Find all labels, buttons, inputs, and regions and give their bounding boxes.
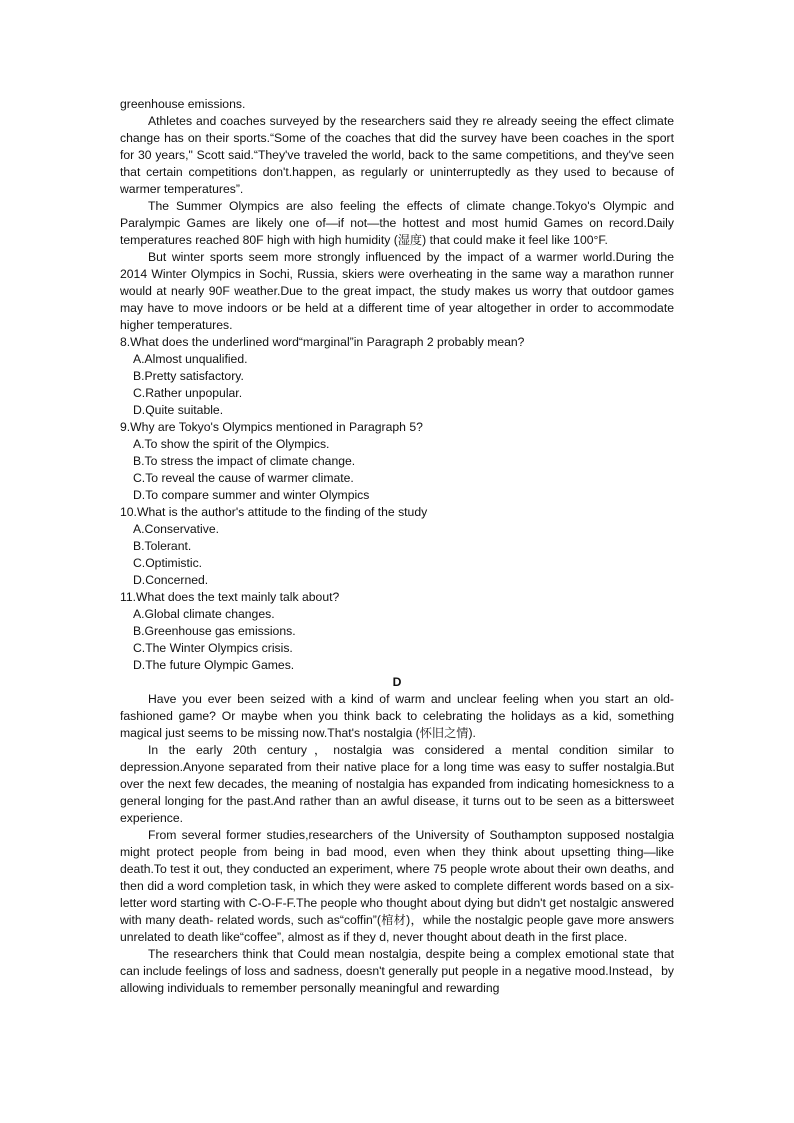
- passage-d-paragraph: The researchers think that Could mean nostalgia, despite being a complex emotional state that can include feelings of loss and sadness, doesn't generally put people in a negative mood.Instead，by allowing individuals to remember personally meaningful and rewarding: [120, 947, 674, 995]
- passage-c-paragraph: Athletes and coaches surveyed by the researchers said they re already seeing the effect climate change has on their sports.“Some of the coaches that did the survey have been coaches in the sport for 30 years," Scott said.“They've traveled the world, back to the same competitions, and they've seen that certain competitions don't.happen, as regularly or uninterruptedly as they used to because of warmer temperatures”.: [120, 114, 674, 196]
- passage-d-paragraph: Have you ever been seized with a kind of warm and unclear feeling when you start an old-fashioned game? Or maybe when you think back to celebrating the holidays as a kid, something magical just seems to be missing now.That's nostalgia (怀旧之情).: [120, 692, 674, 740]
- question-option: A.To show the spirit of the Olympics.: [133, 437, 330, 451]
- question-option: D.Concerned.: [133, 573, 209, 587]
- question-8: [120, 334, 674, 419]
- question-option: C.Rather unpopular.: [133, 386, 243, 400]
- passage-d-title: D: [392, 675, 402, 689]
- document-page: [120, 96, 674, 997]
- question-option: C.Optimistic.: [133, 556, 203, 570]
- question-option: B.Tolerant.: [133, 539, 192, 553]
- question-option: B.To stress the impact of climate change.: [133, 454, 356, 468]
- question-10: [120, 504, 674, 589]
- question-option: B.Greenhouse gas emissions.: [133, 624, 296, 638]
- passage-c-tail-line: greenhouse emissions.: [120, 97, 246, 111]
- passage-c-paragraph: The Summer Olympics are also feeling the effects of climate change.Tokyo's Olympic and Paralympic Games are likely one of—if not—the hottest and most humid Games on record.Daily temperatures reached 80F high with high humidity (湿度) that could make it feel like 100°F.: [120, 199, 674, 247]
- question-option: A.Global climate changes.: [133, 607, 275, 621]
- passage-d-paragraph: In the early 20th century，nostalgia was considered a mental condition similar to depression.Anyone separated from their native place for a long time was easy to suffer nostalgia.But over the next few decades, the meaning of nostalgia has expanded from indicating homesickness to a general longing for the past.And rather than an awful disease, it turns out to be seen as a bittersweet experience.: [120, 743, 674, 825]
- question-9: [120, 419, 674, 504]
- question-11: [120, 589, 674, 674]
- question-option: D.The future Olympic Games.: [133, 658, 295, 672]
- question-stem: 10.What is the author's attitude to the finding of the study: [120, 505, 428, 519]
- question-option: C.To reveal the cause of warmer climate.: [133, 471, 354, 485]
- question-option: A.Almost unqualified.: [133, 352, 248, 366]
- question-stem: 9.Why are Tokyo's Olympics mentioned in Paragraph 5?: [120, 420, 423, 434]
- question-option: D.Quite suitable.: [133, 403, 224, 417]
- passage-c-paragraph: But winter sports seem more strongly influenced by the impact of a warmer world.During the 2014 Winter Olympics in Sochi, Russia, skiers were overheating in the same way a marathon runner would at nearly 90F weather.Due to the great impact, the study makes us worry that outdoor games may have to move indoors or be held at a different time of year altogether in order to accommodate higher temperatures.: [120, 250, 674, 332]
- question-stem: 11.What does the text mainly talk about?: [120, 590, 340, 604]
- passage-d-paragraph: From several former studies,researchers of the University of Southampton supposed nostalgia might protect people from being in bad mood, even when they think about upsetting thing—like death.To test it out, they conducted an experiment, where 75 people wrote about their own deaths, and then did a word completion task, in which they were asked to complete different words based on a six-letter word starting with C-O-F-F.The people who thought about dying but didn't get nostalgic answered with many death- related words, such as“coffin”(棺材)，while the nostalgic people gave more answers unrelated to death like“coffee”, almost as if they d, never thought about death in the first place.: [120, 828, 674, 944]
- question-option: D.To compare summer and winter Olympics: [133, 488, 370, 502]
- question-option: A.Conservative.: [133, 522, 220, 536]
- question-stem: 8.What does the underlined word“marginal”in Paragraph 2 probably mean?: [120, 335, 525, 349]
- question-option: C.The Winter Olympics crisis.: [133, 641, 293, 655]
- question-option: B.Pretty satisfactory.: [133, 369, 244, 383]
